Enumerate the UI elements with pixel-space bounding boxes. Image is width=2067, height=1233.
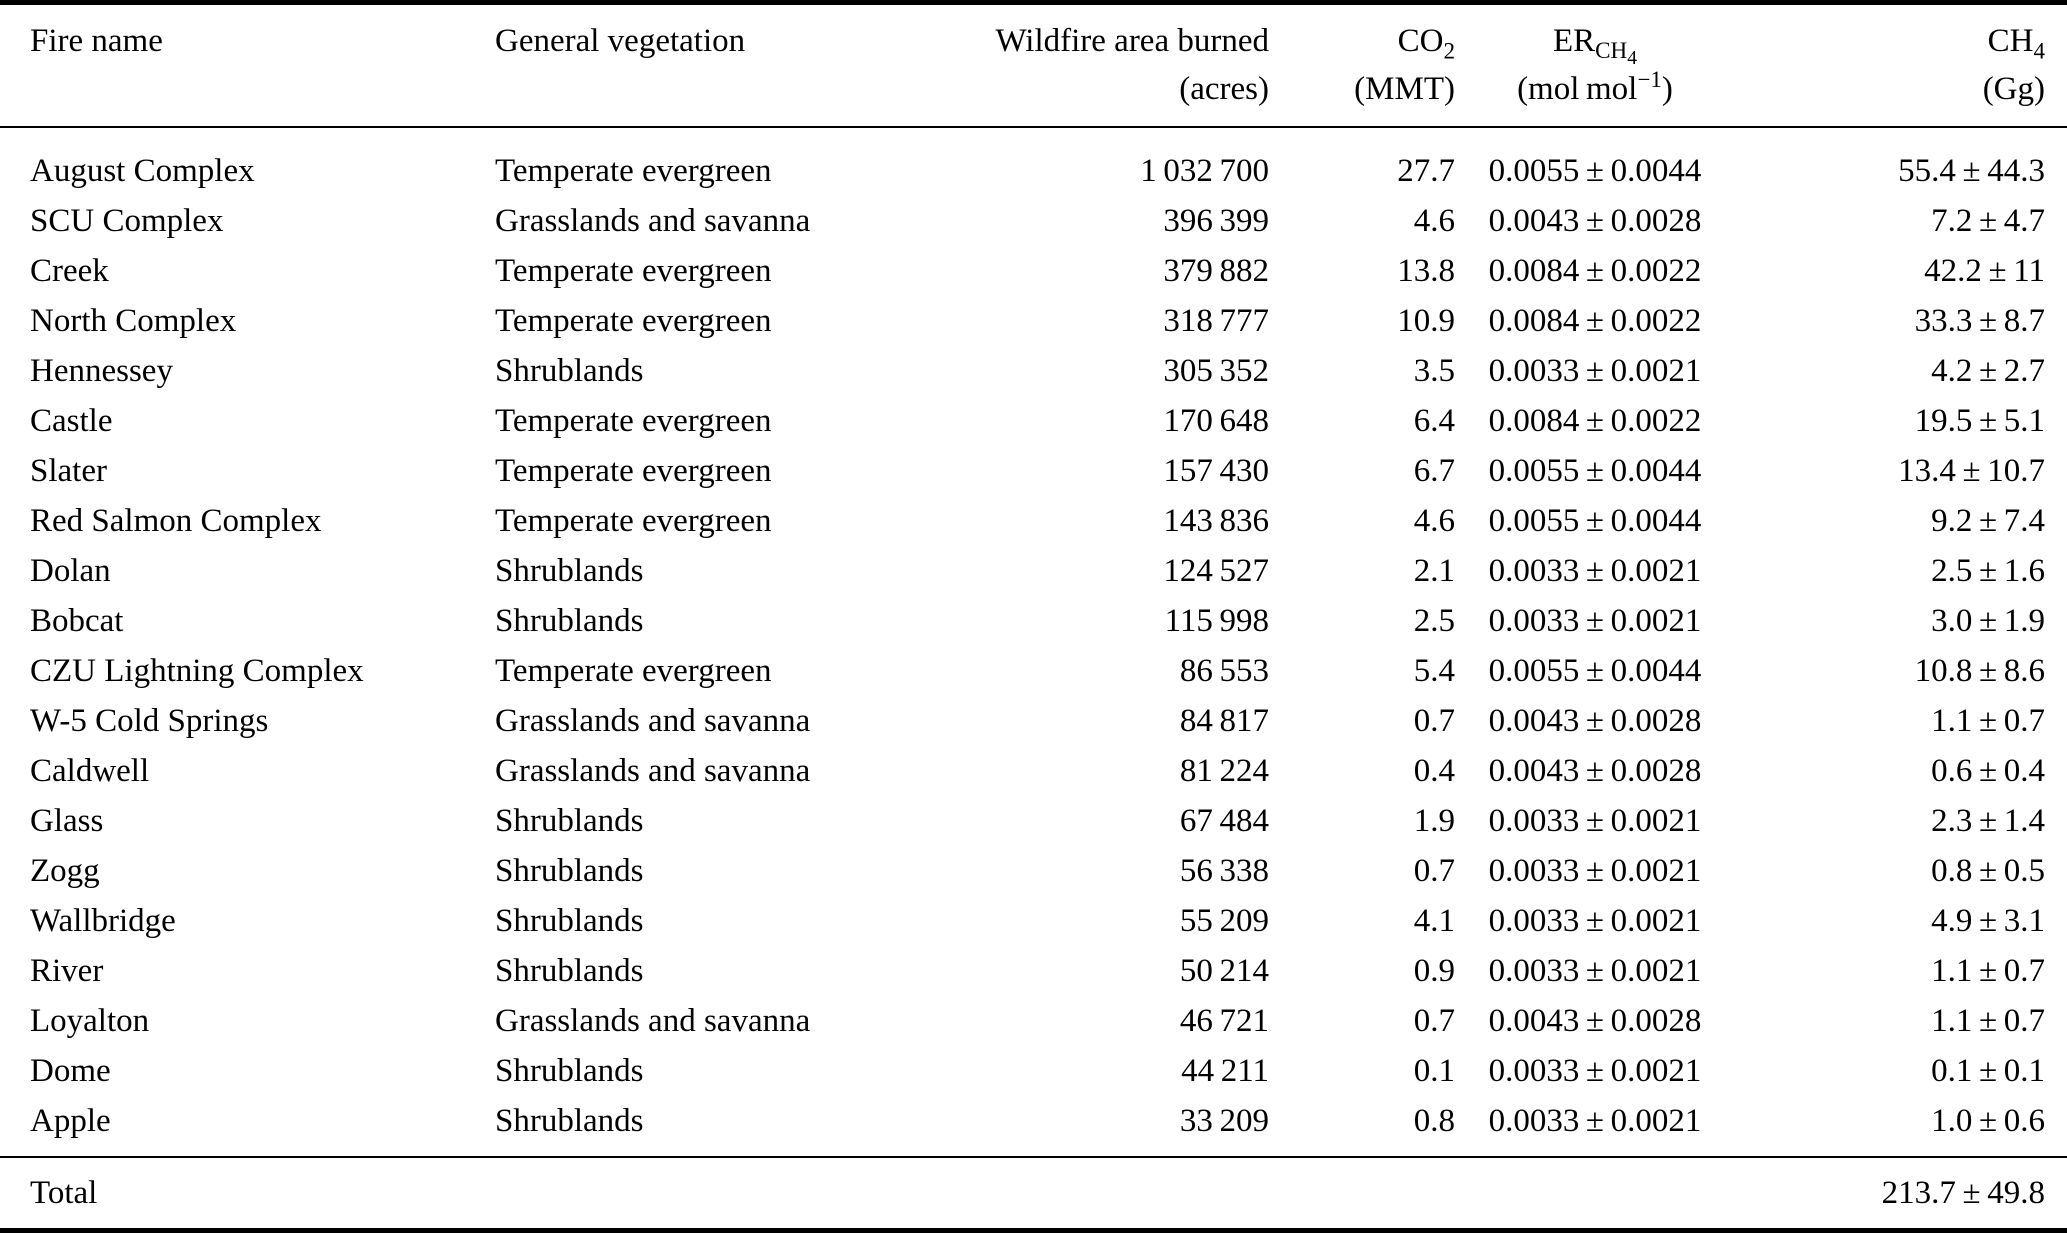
fire-name-cell: Bobcat	[30, 603, 124, 639]
area-burned-cell: 33 209	[1179, 1103, 1269, 1139]
area-burned-cell: 81 224	[1179, 753, 1269, 789]
header-row	[0, 3, 2067, 128]
co2-cell: 0.4	[1413, 753, 1455, 789]
area-burned-cell: 55 209	[1179, 903, 1269, 939]
co2-cell: 0.7	[1413, 1003, 1455, 1039]
area-burned-cell: 46 721	[1179, 1003, 1269, 1039]
vegetation-cell: Shrublands	[495, 853, 644, 889]
fire-name-cell: Hennessey	[30, 353, 173, 389]
co2-cell: 0.8	[1413, 1103, 1455, 1139]
ch4-cell: 7.2 ± 4.7	[1931, 203, 2045, 239]
er-ch4-cell: 0.0084 ± 0.0022	[1488, 253, 1702, 289]
vegetation-cell: Shrublands	[495, 803, 644, 839]
vegetation-cell: Shrublands	[495, 353, 644, 389]
table-row	[0, 1046, 2067, 1096]
er-ch4-cell: 0.0033 ± 0.0021	[1488, 603, 1702, 639]
vegetation-cell: Grasslands and savanna	[495, 703, 811, 739]
er-ch4-cell: 0.0043 ± 0.0028	[1488, 1003, 1702, 1039]
vegetation-cell: Grasslands and savanna	[495, 203, 811, 239]
ch4-cell: 0.1 ± 0.1	[1931, 1053, 2045, 1089]
vegetation-cell: Shrublands	[495, 1103, 644, 1139]
total-label: Total	[0, 1157, 470, 1231]
table-row	[0, 496, 2067, 546]
ch4-cell: 1.1 ± 0.7	[1931, 703, 2045, 739]
table-row	[0, 996, 2067, 1046]
co2-cell: 5.4	[1413, 653, 1455, 689]
table-row	[0, 127, 2067, 196]
table-row	[0, 696, 2067, 746]
er-ch4-cell: 0.0055 ± 0.0044	[1488, 153, 1702, 189]
col-header-ch4	[1720, 3, 2067, 128]
vegetation-cell: Shrublands	[495, 553, 644, 589]
ch4-cell: 42.2 ± 11	[1924, 253, 2045, 289]
fire-name-cell: Red Salmon Complex	[30, 503, 322, 539]
table-row	[0, 896, 2067, 946]
co2-cell: 0.1	[1413, 1053, 1455, 1089]
col-header-er-ch4	[1470, 3, 1720, 128]
table-row	[0, 796, 2067, 846]
table-row	[0, 446, 2067, 496]
er-ch4-cell: 0.0033 ± 0.0021	[1488, 1053, 1702, 1089]
fire-name-cell: River	[30, 953, 104, 989]
er-ch4-cell: 0.0033 ± 0.0021	[1488, 803, 1702, 839]
fire-name-cell: Zogg	[30, 853, 100, 889]
fire-name-cell: Caldwell	[30, 753, 150, 789]
vegetation-cell: Shrublands	[495, 903, 644, 939]
total-row	[0, 1157, 2067, 1231]
area-burned-cell: 86 553	[1179, 653, 1269, 689]
co2-cell: 0.7	[1413, 853, 1455, 889]
fire-name-cell: W-5 Cold Springs	[30, 703, 269, 739]
vegetation-cell: Temperate evergreen	[495, 303, 772, 339]
vegetation-cell: Shrublands	[495, 953, 644, 989]
total-section	[0, 1157, 2067, 1231]
area-burned-cell: 84 817	[1179, 703, 1269, 739]
table-row	[0, 646, 2067, 696]
ch4-cell: 1.1 ± 0.7	[1931, 953, 2045, 989]
er-ch4-unit: (mol mol$^{-1}$)	[1517, 66, 1673, 107]
area-burned-cell: 44 211	[1181, 1053, 1269, 1089]
co2-cell: 2.1	[1413, 553, 1455, 589]
table-row	[0, 196, 2067, 246]
vegetation-label: General vegetation	[495, 23, 746, 59]
table-row	[0, 546, 2067, 596]
er-ch4-cell: 0.0084 ± 0.0022	[1488, 303, 1702, 339]
area-burned-cell: 67 484	[1179, 803, 1269, 839]
fire-name-cell: Glass	[30, 803, 104, 839]
co2-cell: 0.9	[1413, 953, 1455, 989]
co2-cell: 2.5	[1413, 603, 1455, 639]
table-row	[0, 296, 2067, 346]
fire-name-cell: Creek	[30, 253, 109, 289]
fire-name-cell: Dome	[30, 1053, 111, 1089]
er-ch4-cell: 0.0043 ± 0.0028	[1488, 753, 1702, 789]
fire-name-cell: Loyalton	[30, 1003, 150, 1039]
co2-cell: 10.9	[1397, 303, 1455, 339]
vegetation-cell: Shrublands	[495, 1053, 644, 1089]
er-ch4-cell: 0.0033 ± 0.0021	[1488, 903, 1702, 939]
er-ch4-cell: 0.0043 ± 0.0028	[1488, 703, 1702, 739]
co2-cell: 4.6	[1413, 503, 1455, 539]
area-burned-cell: 115 998	[1164, 603, 1269, 639]
ch4-cell: 9.2 ± 7.4	[1931, 503, 2045, 539]
table-body	[0, 127, 2067, 1157]
table-header	[0, 3, 2067, 128]
table-row	[0, 396, 2067, 446]
fire-name-cell: CZU Lightning Complex	[30, 653, 364, 689]
ch4-cell: 19.5 ± 5.1	[1914, 403, 2045, 439]
co2-cell: 27.7	[1397, 153, 1455, 189]
ch4-cell: 1.1 ± 0.7	[1931, 1003, 2045, 1039]
vegetation-cell: Temperate evergreen	[495, 253, 772, 289]
area-burned-cell: 1 032 700	[1140, 153, 1269, 189]
fire-name-cell: Apple	[30, 1103, 111, 1139]
er-ch4-cell: 0.0055 ± 0.0044	[1488, 503, 1702, 539]
er-ch4-cell: 0.0033 ± 0.0021	[1488, 953, 1702, 989]
fire-name-cell: Dolan	[30, 553, 111, 589]
ch4-unit: (Gg)	[1982, 71, 2045, 107]
vegetation-cell: Temperate evergreen	[495, 453, 772, 489]
col-header-fire-name	[0, 3, 470, 128]
col-header-vegetation	[470, 3, 920, 128]
ch4-cell: 3.0 ± 1.9	[1931, 603, 2045, 639]
area-burned-cell: 56 338	[1179, 853, 1269, 889]
fire-name-cell: Wallbridge	[30, 903, 176, 939]
area-burned-label: Wildfire area burned	[995, 23, 1269, 59]
ch4-cell: 13.4 ± 10.7	[1898, 453, 2045, 489]
co2-cell: 0.7	[1413, 703, 1455, 739]
fire-name-cell: North Complex	[30, 303, 237, 339]
co2-cell: 6.4	[1413, 403, 1455, 439]
vegetation-cell: Grasslands and savanna	[495, 1003, 811, 1039]
area-burned-cell: 170 648	[1163, 403, 1269, 439]
vegetation-cell: Temperate evergreen	[495, 503, 772, 539]
co2-cell: 13.8	[1397, 253, 1455, 289]
fire-name-label: Fire name	[30, 23, 163, 59]
table-row	[0, 746, 2067, 796]
fire-name-cell: Castle	[30, 403, 113, 439]
vegetation-cell: Temperate evergreen	[495, 403, 772, 439]
area-burned-cell: 157 430	[1163, 453, 1269, 489]
er-ch4-cell: 0.0055 ± 0.0044	[1488, 453, 1702, 489]
total-ch4-value: 213.7 ± 49.8	[1720, 1157, 2067, 1231]
table-row	[0, 596, 2067, 646]
ch4-cell: 10.8 ± 8.6	[1914, 653, 2045, 689]
co2-cell: 4.1	[1413, 903, 1455, 939]
ch4-cell: 55.4 ± 44.3	[1898, 153, 2045, 189]
vegetation-cell: Grasslands and savanna	[495, 753, 811, 789]
ch4-cell: 1.0 ± 0.6	[1931, 1103, 2045, 1139]
ch4-cell: 2.5 ± 1.6	[1931, 553, 2045, 589]
er-ch4-cell: 0.0055 ± 0.0044	[1488, 653, 1702, 689]
ch4-label: $CH_4$	[1987, 23, 2045, 64]
vegetation-cell: Temperate evergreen	[495, 153, 772, 189]
fire-name-cell: August Complex	[30, 153, 255, 189]
ch4-cell: 0.6 ± 0.4	[1931, 753, 2045, 789]
area-burned-cell: 318 777	[1163, 303, 1269, 339]
co2-cell: 4.6	[1413, 203, 1455, 239]
area-burned-cell: 305 352	[1163, 353, 1269, 389]
co2-cell: 3.5	[1413, 353, 1455, 389]
ch4-cell: 2.3 ± 1.4	[1931, 803, 2045, 839]
area-burned-cell: 379 882	[1163, 253, 1269, 289]
col-header-area-burned	[920, 3, 1270, 128]
table-row	[0, 846, 2067, 896]
table-row	[0, 946, 2067, 996]
ch4-cell: 4.2 ± 2.7	[1931, 353, 2045, 389]
er-ch4-cell: 0.0033 ± 0.0021	[1488, 1103, 1702, 1139]
vegetation-cell: Temperate evergreen	[495, 653, 772, 689]
ch4-cell: 4.9 ± 3.1	[1931, 903, 2045, 939]
col-header-co2	[1270, 3, 1470, 128]
fire-name-cell: SCU Complex	[30, 203, 224, 239]
ch4-cell: 0.8 ± 0.5	[1931, 853, 2045, 889]
vegetation-cell: Shrublands	[495, 603, 644, 639]
ch4-cell: 33.3 ± 8.7	[1914, 303, 2045, 339]
area-burned-cell: 50 214	[1179, 953, 1269, 989]
area-burned-cell: 124 527	[1163, 553, 1269, 589]
fire-name-cell: Slater	[30, 453, 107, 489]
er-ch4-cell: 0.0033 ± 0.0021	[1488, 553, 1702, 589]
area-burned-cell: 396 399	[1163, 203, 1269, 239]
co2-unit: (MMT)	[1354, 71, 1455, 107]
area-burned-cell: 143 836	[1163, 503, 1269, 539]
er-ch4-cell: 0.0033 ± 0.0021	[1488, 853, 1702, 889]
co2-cell: 1.9	[1413, 803, 1455, 839]
table-row	[0, 346, 2067, 396]
co2-label: $CO_2$	[1397, 23, 1455, 64]
er-ch4-label: $ER_{CH_4}$	[1552, 23, 1638, 70]
er-ch4-cell: 0.0033 ± 0.0021	[1488, 353, 1702, 389]
table-row	[0, 1096, 2067, 1157]
co2-cell: 6.7	[1413, 453, 1455, 489]
table-row	[0, 246, 2067, 296]
er-ch4-cell: 0.0043 ± 0.0028	[1488, 203, 1702, 239]
area-burned-unit: (acres)	[1179, 71, 1269, 107]
er-ch4-cell: 0.0084 ± 0.0022	[1488, 403, 1702, 439]
